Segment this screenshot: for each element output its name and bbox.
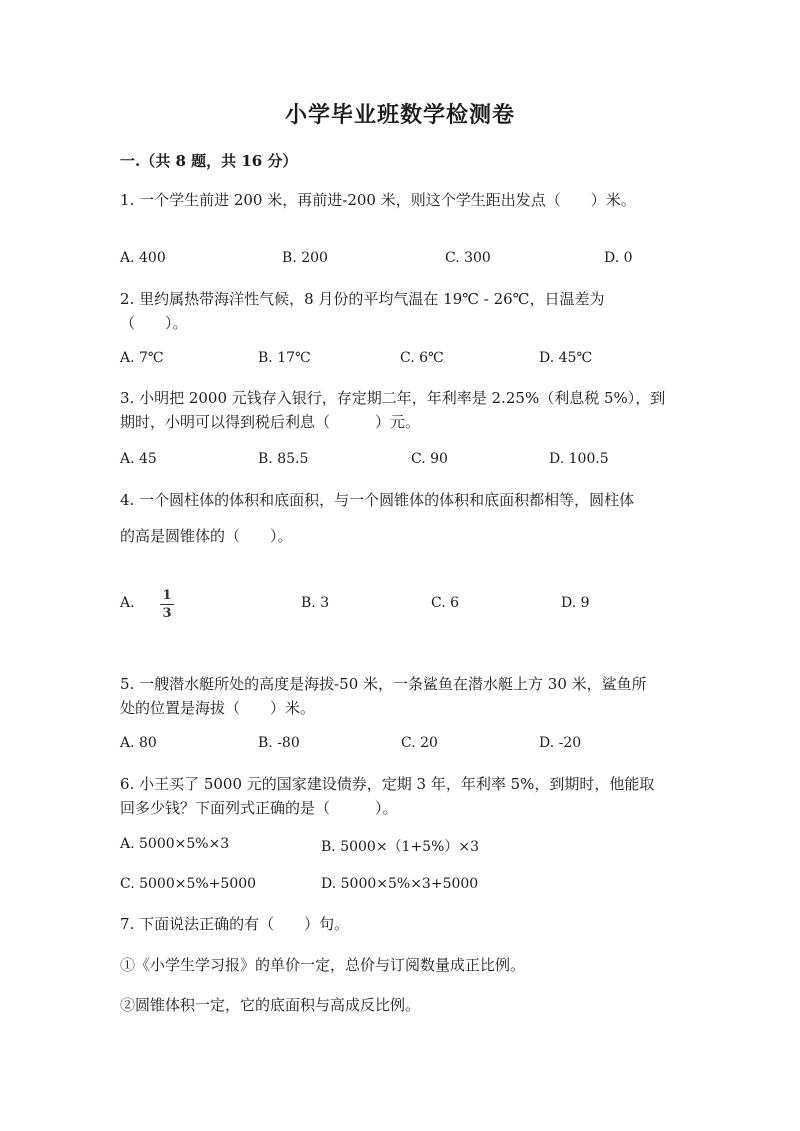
- q1-option-c: C. 300: [445, 250, 491, 266]
- question-1-text: 1. 一个学生前进 200 米，再前进-200 米，则这个学生距出发点（ ）米。: [120, 191, 636, 209]
- q2-option-a: A. 7℃: [120, 350, 164, 366]
- question-7-text: 7. 下面说法正确的有（ ）句。: [120, 915, 350, 933]
- q3-option-d: D. 100.5: [549, 451, 609, 467]
- section-heading: 一.（共 8 题，共 16 分）: [120, 152, 298, 170]
- q4-option-d: D. 9: [561, 595, 590, 611]
- question-5-line2: 处的位置是海拔（ ）米。: [120, 699, 316, 717]
- question-5-line1: 5. 一艘潜水艇所处的高度是海拔-50 米，一条鲨鱼在潜水艇上方 30 米，鲨鱼所: [120, 675, 647, 693]
- q4-option-b: B. 3: [301, 595, 330, 611]
- q5-option-d: D. -20: [539, 735, 582, 751]
- q6-option-d: D. 5000×5%×3+5000: [321, 876, 479, 892]
- question-7-statement-2: ②圆锥体积一定，它的底面积与高成反比例。: [120, 996, 421, 1014]
- question-4-line1: 4. 一个圆柱体的体积和底面积，与一个圆锥体的体积和底面积都相等，圆柱体: [120, 491, 635, 509]
- q4-option-c: C. 6: [431, 595, 460, 611]
- question-4-line2: 的高是圆锥体的（ ）。: [120, 527, 293, 545]
- q4-option-a-fraction: [160, 588, 174, 621]
- q2-option-d: D. 45℃: [539, 350, 593, 366]
- q2-option-c: C. 6℃: [400, 350, 444, 366]
- q3-option-a: A. 45: [120, 451, 157, 467]
- question-7-statement-1: ①《小学生学习报》的单价一定，总价与订阅数量成正比例。: [120, 956, 526, 974]
- q1-option-a: A. 400: [120, 250, 166, 266]
- page-title: 小学毕业班数学检测卷: [284, 102, 515, 128]
- q6-option-a: A. 5000×5%×3: [120, 836, 230, 852]
- fraction-numerator: 1: [162, 588, 172, 603]
- q5-option-c: C. 20: [401, 735, 438, 751]
- question-2-line2: （ ）。: [120, 314, 188, 332]
- q5-option-a: A. 80: [120, 735, 157, 751]
- q2-option-b: B. 17℃: [258, 350, 311, 366]
- question-2-line1: 2. 里约属热带海洋性气候，8 月份的平均气温在 19℃ - 26℃，日温差为: [120, 290, 605, 308]
- fraction-bar: [160, 604, 174, 605]
- q3-option-b: B. 85.5: [258, 451, 309, 467]
- question-3-line2: 期时，小明可以得到税后利息（ ）元。: [120, 413, 421, 431]
- q1-option-b: B. 200: [282, 250, 328, 266]
- fraction-denominator: 3: [162, 606, 172, 621]
- question-3-line1: 3. 小明把 2000 元钱存入银行，存定期二年，年利率是 2.25%（利息税 5%），到: [120, 389, 666, 407]
- q6-option-b: B. 5000×（1+5%）×3: [321, 839, 480, 855]
- q4-option-a: A.: [120, 595, 135, 611]
- q1-option-d: D. 0: [604, 250, 633, 266]
- q5-option-b: B. -80: [258, 735, 300, 751]
- question-6-line1: 6. 小王买了 5000 元的国家建设债券，定期 3 年，年利率 5%，到期时，他能取: [120, 775, 655, 793]
- q3-option-c: C. 90: [411, 451, 448, 467]
- question-6-line2: 回多少钱？下面列式正确的是（ ）。: [120, 799, 398, 817]
- q6-option-c: C. 5000×5%+5000: [120, 876, 257, 892]
